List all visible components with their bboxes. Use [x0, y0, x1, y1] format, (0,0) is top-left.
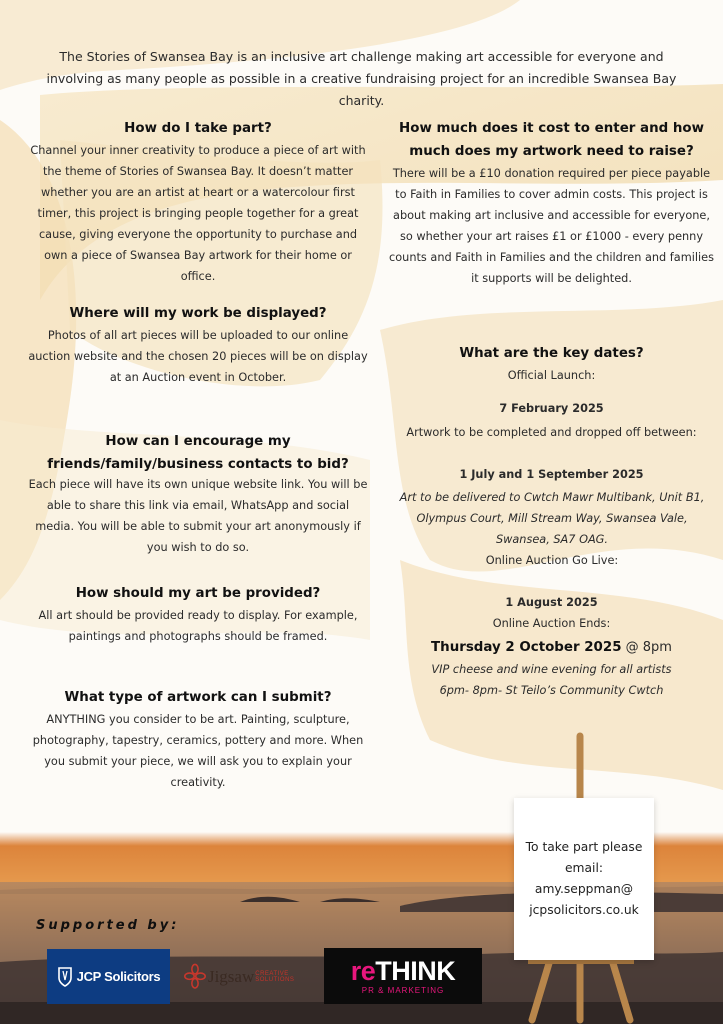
section-cost: [386, 117, 717, 289]
section-key-dates: [386, 342, 717, 386]
jcp-solicitors-logo: [47, 949, 170, 1004]
cost-body: There will be a £10 donation required per piece payable to Faith in Families to cover admin costs. This project is about making art inclusive and accessible for everyone, so whether your art raises £1 or £1000 - every penny counts and Faith in Families and the children and families it supports will be delighted.: [389, 167, 714, 285]
rethink-re: re: [350, 956, 376, 986]
artwork-label: Artwork to be completed and dropped off between:: [406, 426, 697, 439]
jcp-logo-text: JCP Solicitors: [76, 969, 161, 984]
section-artwork-label: [406, 422, 697, 443]
jigsaw-name: Jigsaw: [207, 967, 255, 986]
type-heading: What type of artwork can I submit?: [64, 690, 332, 705]
rethink-think: THINK: [375, 956, 456, 986]
vip-line-1: VIP cheese and wine evening for all artists: [431, 663, 672, 676]
provided-body: All art should be provided ready to display. For example, paintings and photographs should be framed.: [38, 609, 358, 643]
jigsaw-flower-icon: [184, 960, 206, 994]
launch-label: Official Launch:: [507, 369, 596, 382]
key-dates-heading: What are the key dates?: [459, 346, 644, 361]
section-address: [392, 487, 712, 571]
golive-date: 1 August 2025: [505, 596, 598, 609]
section-take-part: [26, 117, 370, 287]
section-type: [26, 686, 370, 793]
section-ends-date: [386, 636, 717, 701]
golive-label: Online Auction Go Live:: [485, 554, 619, 567]
ends-time: @ 8pm: [621, 640, 672, 655]
contact-card: [514, 798, 654, 960]
intro-text: The Stories of Swansea Bay is an inclusive art challenge making art accessible for everyone and involving as many people as possible in a creative fundraising project for an incredible Swansea Bay charity.: [46, 49, 677, 108]
displayed-body: Photos of all art pieces will be uploaded to our online auction website and the chosen 20 pieces will be on display at an Auction event in October.: [28, 329, 368, 384]
take-part-body: Channel your inner creativity to produce a piece of art with the theme of Stories of Swansea Bay. It doesn’t matter whether you are an artist at heart or a watercolour first timer, this project is bringing people together for a great cause, giving everyone the opportunity to purchase and own a piece of Swansea Bay artwork for their home or office.: [30, 144, 366, 283]
take-part-heading: How do I take part?: [124, 121, 272, 136]
artwork-dates: 1 July and 1 September 2025: [459, 468, 644, 481]
section-encourage-body: [26, 474, 370, 558]
jcp-shield-icon: [57, 966, 73, 988]
jigsaw-sub: CREATIVE SOLUTIONS: [255, 971, 295, 983]
encourage-heading: How can I encourage my friends/family/business contacts to bid?: [47, 434, 349, 472]
section-golive-date: [386, 592, 717, 634]
encourage-body: Each piece will have its own unique website link. You will be able to share this link via email, WhatsApp and social media. You will be able to submit your art anonymously if you wish to do so.: [28, 478, 368, 554]
rethink-sub: PR & MARKETING: [361, 986, 445, 995]
section-encourage: [40, 430, 356, 476]
contact-email-part-1[interactable]: amy.seppman@: [534, 882, 634, 896]
cost-heading: How much does it cost to enter and how much does my artwork need to raise?: [399, 121, 704, 159]
rethink-pr-logo: [324, 948, 482, 1004]
section-displayed: [26, 302, 370, 388]
section-artwork-dates: [386, 464, 717, 485]
launch-date: 7 February 2025: [499, 402, 604, 415]
vip-line-2: 6pm- 8pm- St Teilo’s Community Cwtch: [439, 684, 664, 697]
delivery-address: Art to be delivered to Cwtch Mawr Multibank, Unit B1, Olympus Court, Mill Stream Way, Swansea Vale, Swansea, SA7 OAG.: [399, 491, 705, 546]
section-provided: [26, 582, 370, 647]
type-body: ANYTHING you consider to be art. Painting, sculpture, photography, tapestry, ceramics, pottery and more. When you submit your piece, we will ask you to explain your creativity.: [32, 713, 364, 789]
card-line-1: To take part please: [525, 840, 643, 854]
supported-by-label: Supported by:: [36, 918, 180, 933]
section-launch-date: [386, 398, 717, 419]
card-line-2: email:: [564, 861, 604, 875]
provided-heading: How should my art be provided?: [75, 586, 321, 601]
jigsaw-creative-logo: [184, 952, 314, 1002]
ends-label: Online Auction Ends:: [492, 617, 611, 630]
ends-date: Thursday 2 October 2025: [431, 640, 622, 655]
displayed-heading: Where will my work be displayed?: [69, 306, 327, 321]
contact-email-part-2[interactable]: jcpsolicitors.co.uk: [529, 903, 639, 917]
